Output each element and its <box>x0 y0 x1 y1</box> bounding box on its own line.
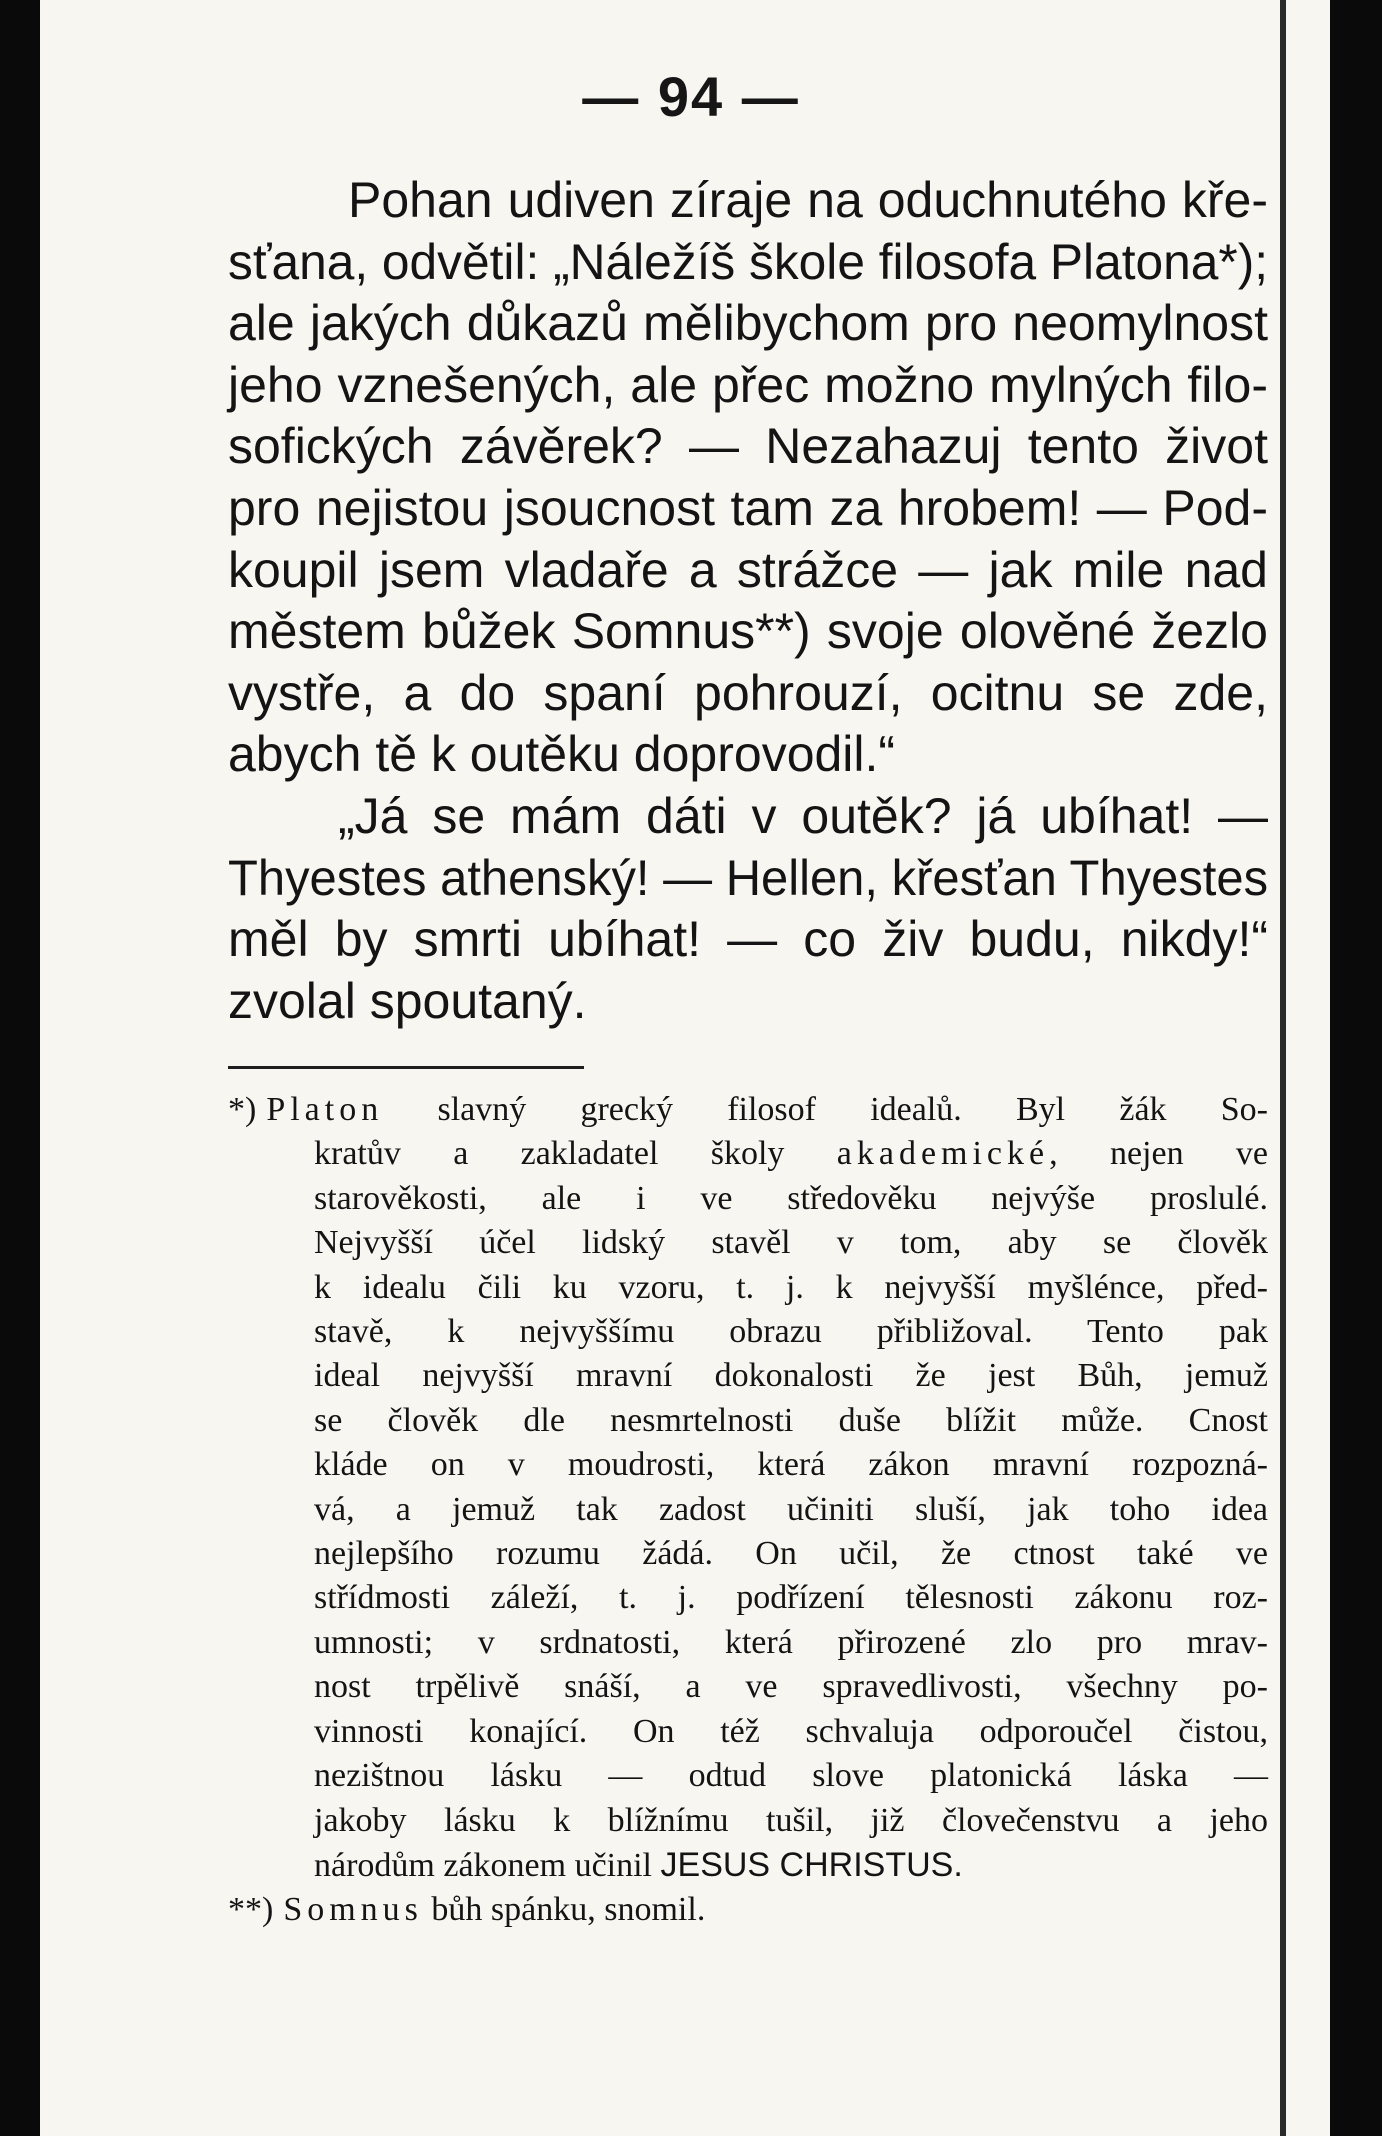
text-line: sťana, odvětil: „Náležíš škole filosofa Platona*); <box>228 233 1269 290</box>
footnote-line: vinnosti konající. On též schvaluja odporoučel čistou, <box>314 1712 1268 1750</box>
footnote-line: vá, a jemuž tak zadost učiniti sluší, jak toho idea <box>314 1490 1268 1528</box>
footnote-text: bůh spánku, snomil. <box>431 1891 706 1929</box>
footnote-text: , nejen ve <box>1049 1135 1269 1173</box>
text-line: sofických závěrek? — Nezahazuj tento život <box>228 418 1268 475</box>
footnote-line: nezištnou lásku — odtud slove platonická láska — <box>314 1757 1268 1795</box>
footnote-marker: *) <box>228 1091 257 1128</box>
footnote-line: starověkosti, ale i ve středověku nejvýše proslulé. <box>314 1179 1268 1217</box>
footnote-line <box>228 1843 1268 1888</box>
footnote-text: slavný grecký filosof idealů. Byl žák So- <box>437 1091 1269 1128</box>
scan-border <box>1330 0 1382 2136</box>
footnote-line: Nejvyšší účel lidský stavěl v tom, aby se člověk <box>314 1224 1268 1262</box>
text-line: pro nejistou jsoucnost tam za hrobem! — Pod- <box>228 479 1268 536</box>
footnote-line: k idealu čili ku vzoru, t. j. k nejvyšší myšlénce, před- <box>314 1268 1268 1306</box>
page-edge-shadow <box>1280 0 1286 2136</box>
footnote-line <box>228 1132 1268 1176</box>
text-line: Thyestes athenský! — Hellen, křesťan Thyestes <box>228 849 1269 906</box>
footnote-line <box>228 1088 1268 1132</box>
footnote-line: kláde on v moudrosti, která zákon mravní rozpozná- <box>314 1446 1268 1484</box>
footnote-term: akademické <box>836 1135 1050 1173</box>
text-line: abych tě k outěku doprovodil.“ <box>228 726 896 783</box>
footnote-caps: JESUS CHRISTUS. <box>660 1845 963 1884</box>
footnote-line: se člověk dle nesmrtelnosti duše blížit může. Cnost <box>314 1401 1268 1439</box>
footnote-text: národům zákonem učinil <box>314 1846 653 1884</box>
text-line: ale jakých důkazů mělibychom pro neomylnost <box>228 295 1268 352</box>
footnote-marker: **) <box>228 1891 274 1929</box>
text-line: městem bůžek Somnus**) svoje olověné žezlo <box>228 603 1268 660</box>
footnote-line: jakoby lásku k blížnímu tušil, již človečenstvu a jeho <box>314 1801 1268 1839</box>
footnote-line: ideal nejvyšší mravní dokonalosti že jest Bůh, jemuž <box>314 1357 1268 1395</box>
text-line: jeho vznešených, ale přec možno mylných filo- <box>228 356 1268 413</box>
text-line: koupil jsem vladaře a strážce — jak mile nad <box>228 541 1268 598</box>
footnote-term: Platon <box>266 1091 384 1128</box>
footnote-text: kratův a zakladatel školy <box>314 1135 785 1173</box>
footnote-term: Somnus <box>283 1891 423 1929</box>
page-number: — 94 — <box>582 65 800 128</box>
text-line: zvolal spoutaný. <box>228 972 587 1029</box>
footnote-line: stavě, k nejvyššímu obrazu přibližoval. Tento pak <box>314 1313 1268 1351</box>
main-text <box>228 170 1268 1032</box>
footnote-line <box>228 1888 1268 1932</box>
footnote-line: nost trpělivě snáší, a ve spravedlivosti, všechny po- <box>314 1668 1268 1706</box>
footnote-line: střídmosti záleží, t. j. podřízení tělesnosti zákonu roz- <box>314 1579 1268 1617</box>
text-line: vystře, a do spaní pohrouzí, ocitnu se zde, <box>228 664 1268 721</box>
text-line: Pohan udiven zíraje na oduchnutého kře- <box>348 172 1268 228</box>
footnote-line: umnosti; v srdnatosti, která přirozené zlo pro mrav- <box>314 1623 1268 1661</box>
footnote-line: nejlepšího rozumu žádá. On učil, že ctnost také ve <box>314 1535 1268 1573</box>
text-line: „Já se mám dáti v outěk? já ubíhat! — <box>338 787 1268 844</box>
footnotes <box>228 1088 1268 1933</box>
footnote-rule <box>228 1066 584 1069</box>
text-line: měl by smrti ubíhat! — co živ budu, nikdy!“ <box>228 911 1268 968</box>
